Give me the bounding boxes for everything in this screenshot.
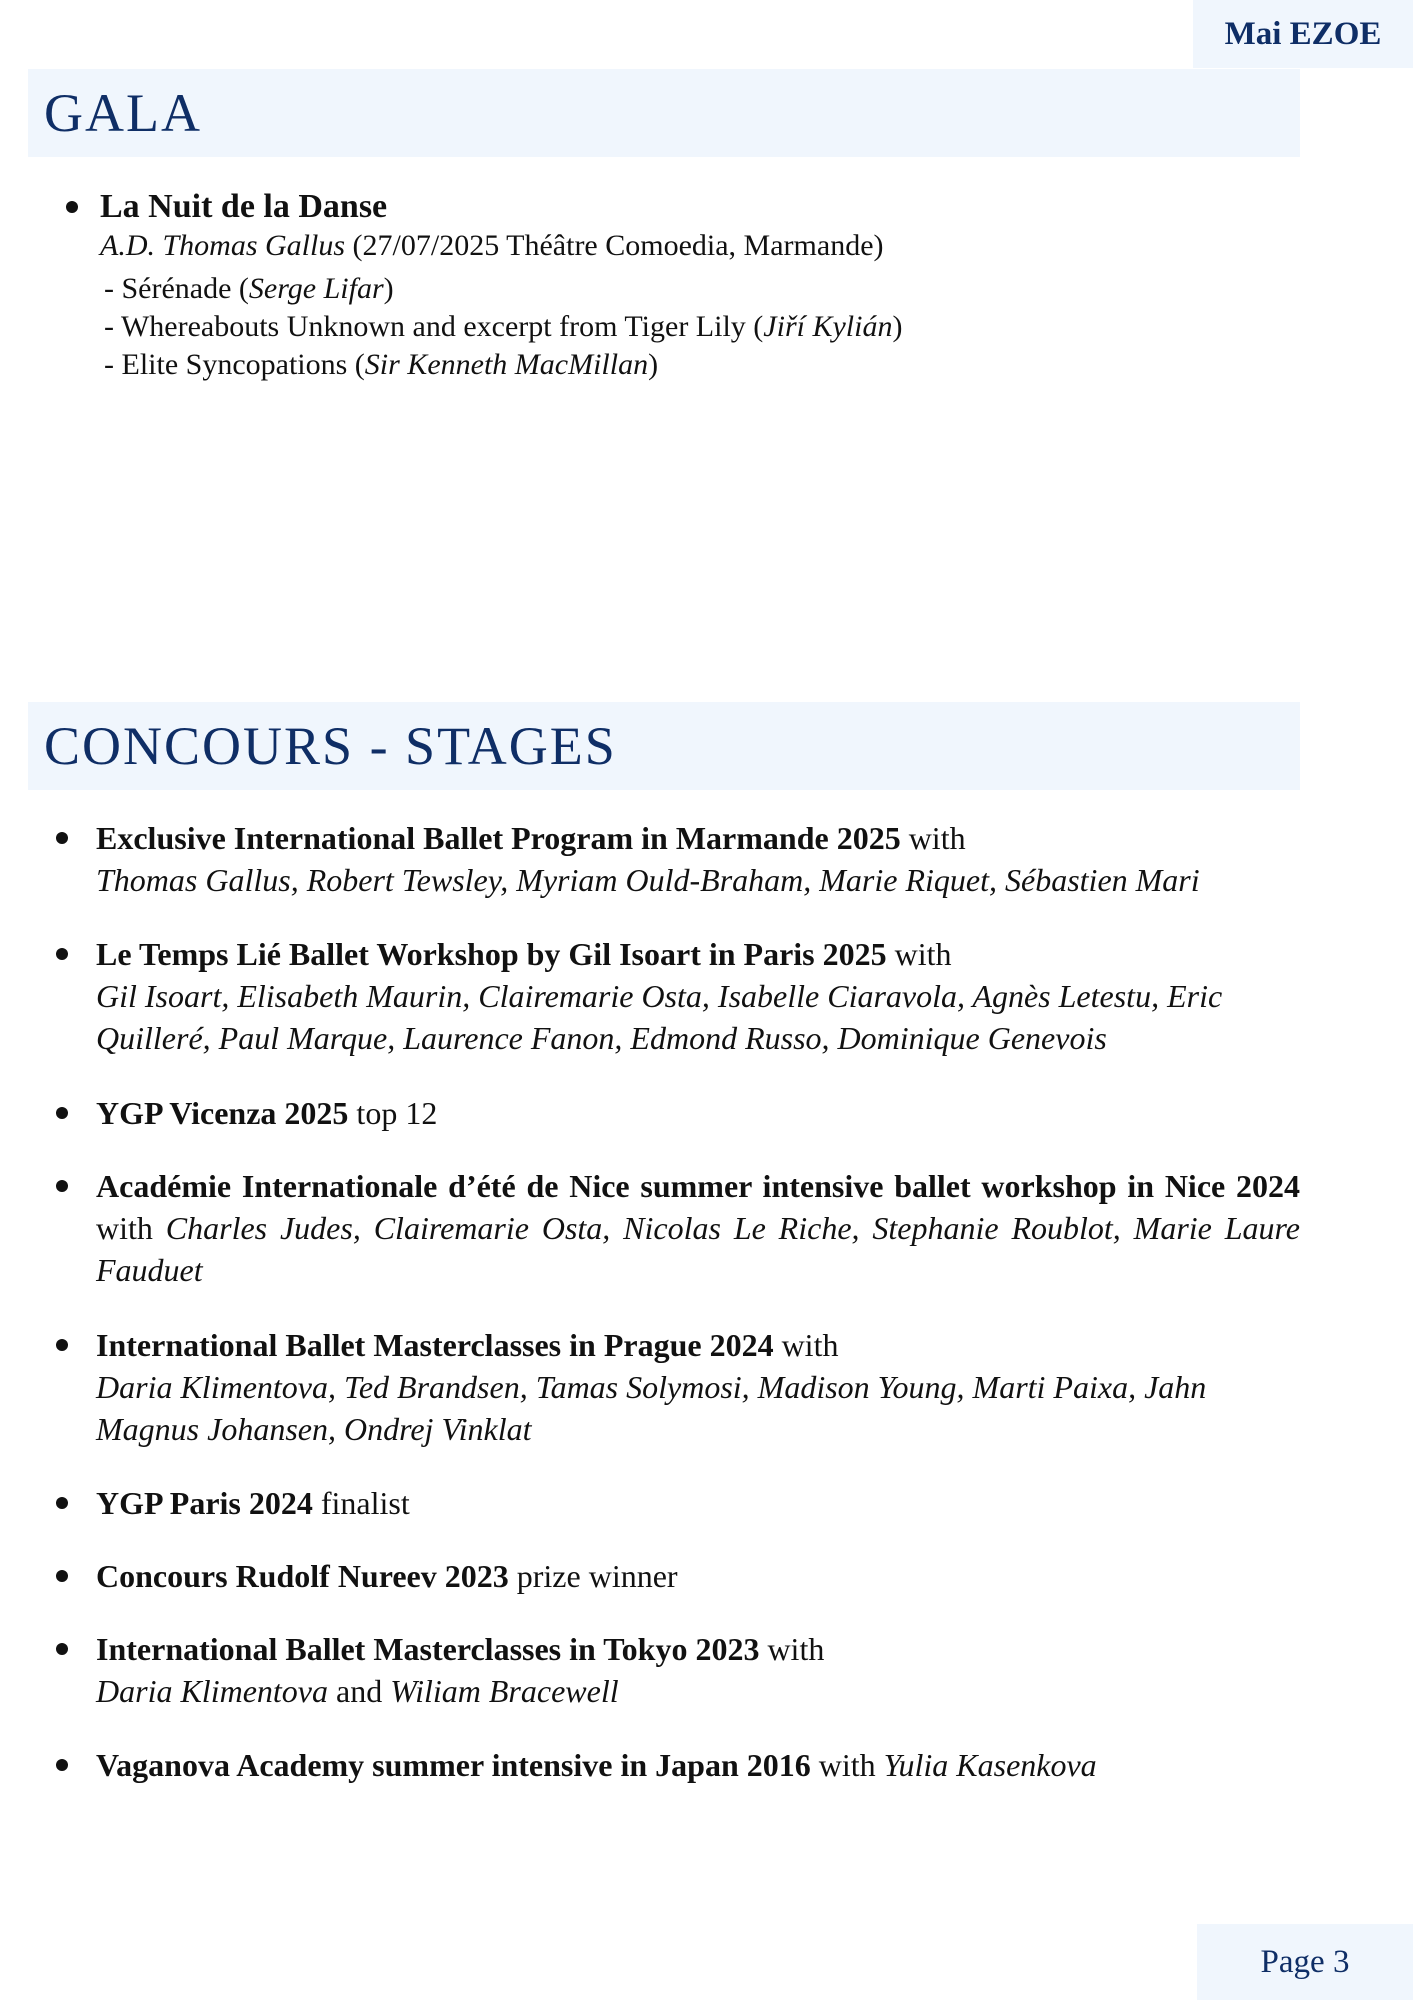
- choreographer: Jiří Kylián: [763, 310, 893, 343]
- gala-details: [100, 228, 1304, 264]
- bullet-icon: [56, 1107, 68, 1119]
- choreographer: Serge Lifar: [248, 272, 384, 305]
- bullet-icon: [66, 201, 78, 213]
- bullet-icon: [56, 1759, 68, 1771]
- section-title: GALA: [44, 83, 202, 143]
- bullet-icon: [56, 1643, 68, 1655]
- instructors: Yulia Kasenkova: [883, 1747, 1097, 1783]
- bullet-icon: [56, 948, 68, 960]
- instructors: Daria Klimentova: [96, 1673, 328, 1709]
- instructors: Wiliam Bracewell: [390, 1673, 619, 1709]
- author-name: Mai EZOE: [1193, 0, 1413, 68]
- bullet-icon: [56, 1497, 68, 1509]
- section-header-gala: [28, 69, 1300, 157]
- gala-work: - Elite Syncopations (Sir Kenneth MacMillan): [104, 348, 659, 381]
- gala-title: La Nuit de la Danse: [100, 188, 388, 225]
- page-number: Page 3: [1197, 1924, 1413, 2000]
- instructors: Daria Klimentova, Ted Brandsen, Tamas Solymosi, Madison Young, Marti Paixa, Jahn Magnus Johansen, Ondrej Vinklat: [96, 1369, 1207, 1447]
- gala-works: [104, 270, 1304, 384]
- bullet-icon: [56, 832, 68, 844]
- instructors: Gil Isoart, Elisabeth Maurin, Clairemarie Osta, Isabelle Ciaravola, Agnès Letestu, Eric Quilleré, Paul Marque, Laurence Fanon, Edmond Russo, Dominique Genevois: [96, 978, 1223, 1056]
- gala-date-venue: (27/07/2025 Théâtre Comoedia, Marmande): [352, 229, 884, 262]
- section-title: CONCOURS - STAGES: [44, 716, 617, 776]
- section-header-concours-stages: [28, 702, 1300, 790]
- gala-work: - Sérénade (Serge Lifar): [104, 272, 394, 305]
- instructors: Charles Judes, Clairemarie Osta, Nicolas Le Riche, Stephanie Roublot, Marie Laure Fauduet: [96, 1210, 1301, 1288]
- instructors: Thomas Gallus, Robert Tewsley, Myriam Ould-Braham, Marie Riquet, Sébastien Mari: [96, 862, 1200, 898]
- artistic-director: A.D. Thomas Gallus: [100, 229, 346, 262]
- gala-work: - Whereabouts Unknown and excerpt from Tiger Lily (Jiří Kylián): [104, 310, 903, 343]
- bullet-icon: [56, 1339, 68, 1351]
- bullet-icon: [56, 1180, 68, 1192]
- bullet-icon: [56, 1570, 68, 1582]
- choreographer: Sir Kenneth MacMillan: [364, 348, 649, 381]
